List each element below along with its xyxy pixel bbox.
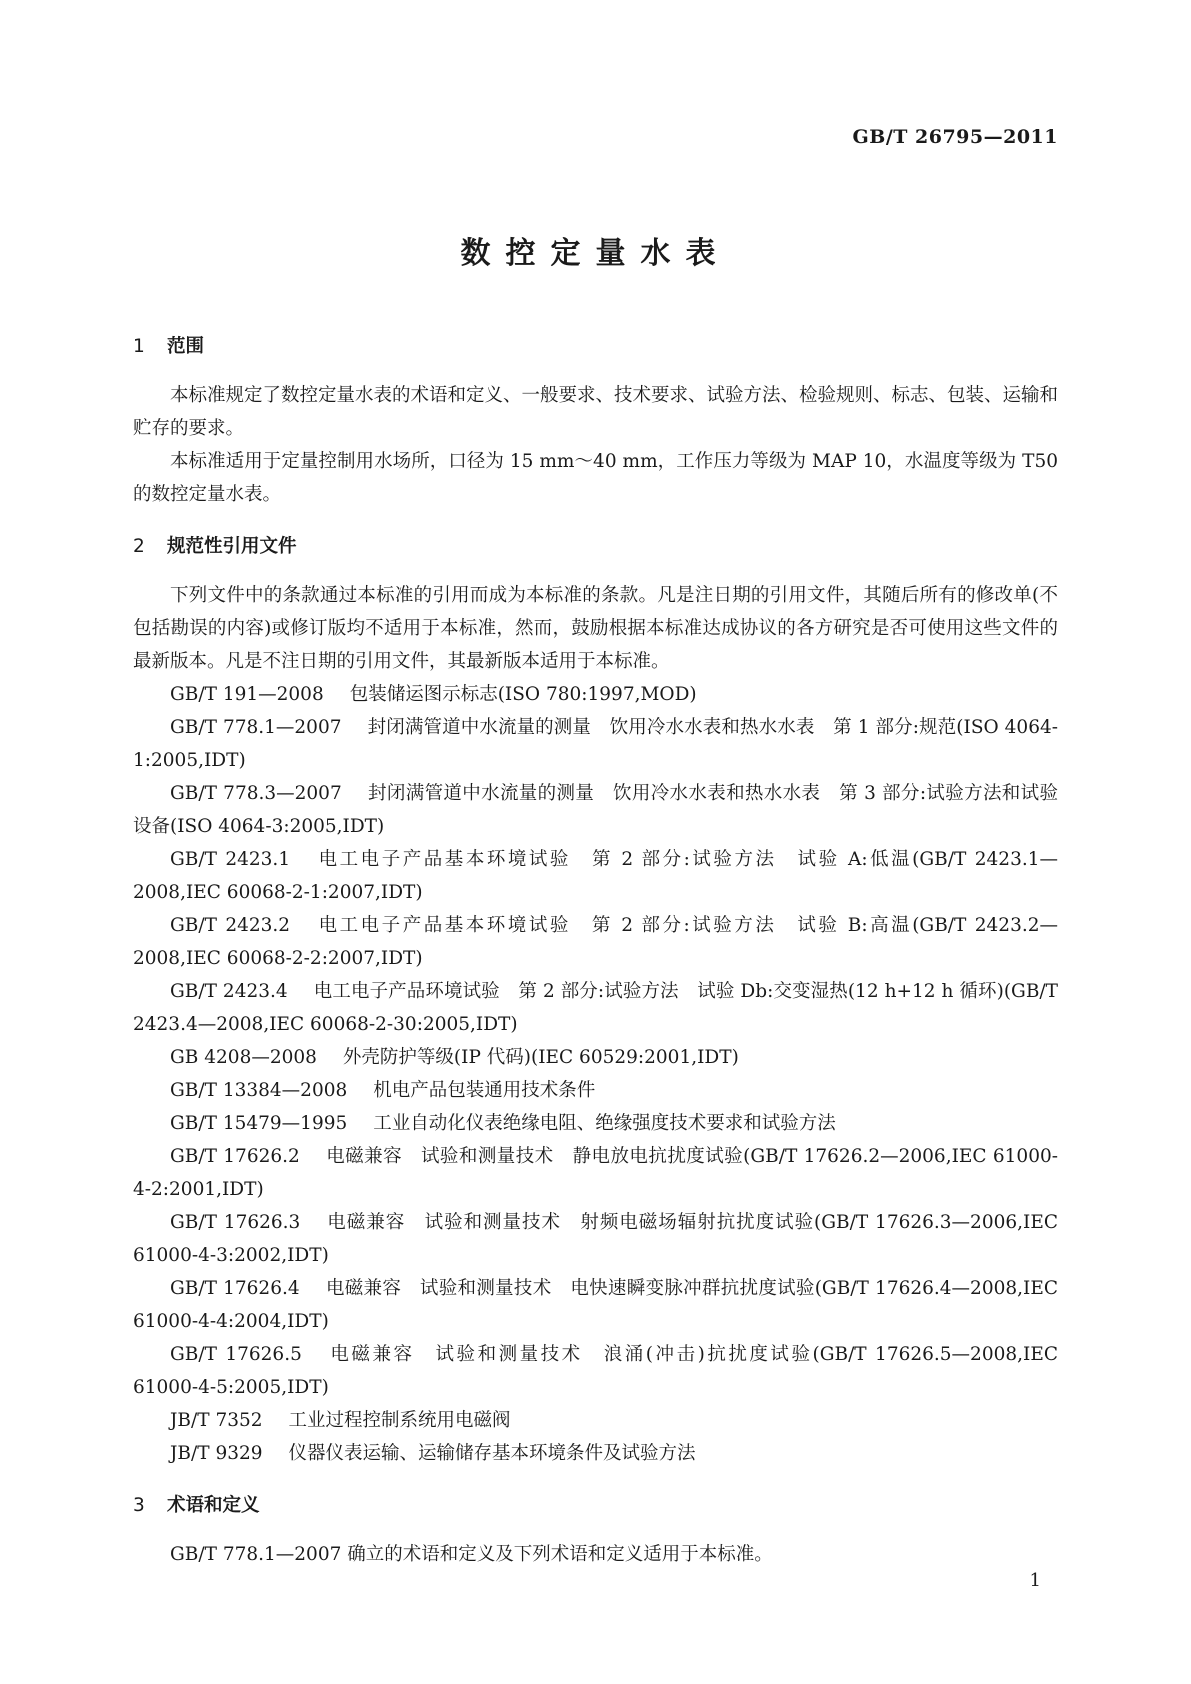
reference-title: 电磁兼容 试验和测量技术 静电放电抗扰度试验(GB/T 17626.2—2006,IEC 61000-4-2:2001,IDT)	[133, 1146, 1058, 1200]
reference-item	[133, 1338, 1058, 1404]
reference-item	[133, 1140, 1058, 1206]
reference-code: GB/T 2423.2	[170, 915, 291, 936]
reference-item	[133, 909, 1058, 975]
reference-code: GB/T 778.3—2007	[170, 783, 342, 804]
reference-title: 电磁兼容 试验和测量技术 射频电磁场辐射抗扰度试验(GB/T 17626.3—2006,IEC 61000-4-3:2002,IDT)	[133, 1212, 1058, 1266]
reference-item	[133, 975, 1058, 1041]
reference-code: GB/T 17626.5	[170, 1344, 302, 1365]
section-title: 范围	[167, 336, 205, 357]
reference-code: GB/T 2423.1	[170, 849, 291, 870]
reference-title: 电工电子产品基本环境试验 第 2 部分:试验方法 试验 B:高温(GB/T 2423.2—2008,IEC 60068-2-2:2007,IDT)	[133, 915, 1058, 969]
section-title: 规范性引用文件	[167, 536, 297, 557]
reference-item	[133, 1107, 1058, 1140]
reference-item	[133, 777, 1058, 843]
reference-title: 包装储运图示标志(ISO 780:1997,MOD)	[349, 684, 697, 705]
section-number: 2	[133, 536, 145, 557]
reference-item	[133, 1074, 1058, 1107]
section-2-heading	[133, 530, 1058, 563]
reference-item	[133, 1206, 1058, 1272]
reference-title: 工业过程控制系统用电磁阀	[288, 1410, 511, 1431]
section-number: 3	[133, 1495, 145, 1516]
section-title: 术语和定义	[167, 1495, 260, 1516]
reference-code: GB/T 17626.2	[170, 1146, 300, 1167]
reference-item	[133, 843, 1058, 909]
reference-code: GB/T 778.1—2007	[170, 717, 342, 738]
reference-title: 封闭满管道中水流量的测量 饮用冷水水表和热水水表 第 3 部分:试验方法和试验设备(ISO 4064-3:2005,IDT)	[133, 783, 1058, 837]
reference-code: GB/T 2423.4	[170, 981, 288, 1002]
reference-code: JB/T 7352	[170, 1410, 263, 1431]
terms-intro: GB/T 778.1—2007 确立的术语和定义及下列术语和定义适用于本标准。	[170, 1544, 773, 1565]
reference-title: 电工电子产品基本环境试验 第 2 部分:试验方法 试验 A:低温(GB/T 2423.1—2008,IEC 60068-2-1:2007,IDT)	[133, 849, 1058, 903]
reference-code: GB/T 15479—1995	[170, 1113, 348, 1134]
reference-title: 电磁兼容 试验和测量技术 浪涌(冲击)抗扰度试验(GB/T 17626.5—2008,IEC 61000-4-5:2005,IDT)	[133, 1344, 1058, 1398]
reference-item	[133, 1041, 1058, 1074]
document-title: 数控定量水表	[460, 236, 731, 271]
section-number: 1	[133, 336, 145, 357]
document-body	[133, 330, 1058, 1571]
reference-title: 电磁兼容 试验和测量技术 电快速瞬变脉冲群抗扰度试验(GB/T 17626.4—2008,IEC 61000-4-4:2004,IDT)	[133, 1278, 1058, 1332]
reference-item	[133, 1404, 1058, 1437]
reference-item	[133, 678, 1058, 711]
document-number: GB/T 26795—2011	[852, 126, 1058, 148]
reference-title: 电工电子产品环境试验 第 2 部分:试验方法 试验 Db:交变湿热(12 h+12 h 循环)(GB/T 2423.4—2008,IEC 60068-2-30:2005,IDT)	[133, 981, 1058, 1035]
reference-code: GB/T 191—2008	[170, 684, 324, 705]
reference-title: 工业自动化仪表绝缘电阻、绝缘强度技术要求和试验方法	[373, 1113, 836, 1134]
reference-title: 外壳防护等级(IP 代码)(IEC 60529:2001,IDT)	[342, 1047, 739, 1068]
reference-item	[133, 1272, 1058, 1338]
reference-title: 机电产品包装通用技术条件	[373, 1080, 596, 1101]
page-number: 1	[1029, 1570, 1041, 1591]
reference-code: GB/T 13384—2008	[170, 1080, 348, 1101]
reference-code: GB/T 17626.4	[170, 1278, 300, 1299]
reference-list	[133, 678, 1058, 1470]
section-3-heading	[133, 1489, 1058, 1522]
normative-refs-intro: 下列文件中的条款通过本标准的引用而成为本标准的条款。凡是注日期的引用文件，其随后所有的修改单(不包括勘误的内容)或修订版均不适用于本标准，然而，鼓励根据本标准达成协议的各方研究是否可使用这些文件的最新版本。凡是不注日期的引用文件，其最新版本适用于本标准。	[133, 585, 1058, 672]
reference-title: 封闭满管道中水流量的测量 饮用冷水水表和热水水表 第 1 部分:规范(ISO 4064-1:2005,IDT)	[133, 717, 1058, 771]
section-1-heading	[133, 330, 1058, 363]
reference-item	[133, 711, 1058, 777]
reference-code: GB 4208—2008	[170, 1047, 317, 1068]
reference-item	[133, 1437, 1058, 1470]
reference-code: GB/T 17626.3	[170, 1212, 301, 1233]
scope-paragraph: 本标准规定了数控定量水表的术语和定义、一般要求、技术要求、试验方法、检验规则、标志、包装、运输和贮存的要求。	[133, 385, 1059, 439]
scope-paragraph: 本标准适用于定量控制用水场所，口径为 15 mm～40 mm，工作压力等级为 MAP 10，水温度等级为 T50 的数控定量水表。	[133, 451, 1058, 505]
reference-code: JB/T 9329	[170, 1443, 263, 1464]
reference-title: 仪器仪表运输、运输储存基本环境条件及试验方法	[288, 1443, 696, 1464]
